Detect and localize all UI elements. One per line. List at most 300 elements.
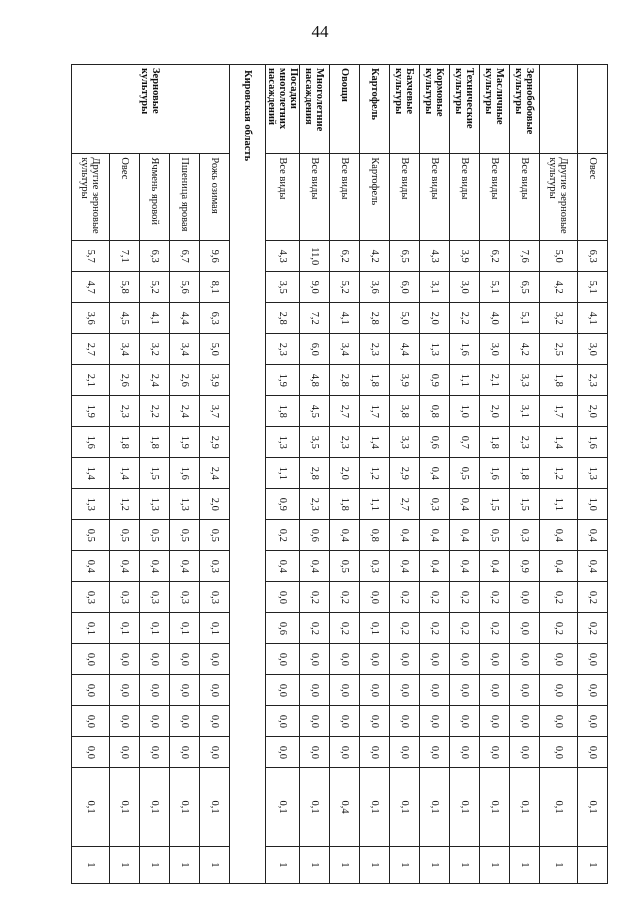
- value-cell: 1: [450, 846, 480, 883]
- crop-group-cell: Кормовые культуры: [420, 65, 450, 154]
- value-cell: 3,6: [72, 303, 110, 334]
- value-cell: 5,0: [540, 241, 578, 272]
- table-row: [480, 65, 510, 884]
- value-cell: 2,3: [266, 334, 300, 365]
- table-row: [170, 65, 200, 884]
- value-cell: 1: [200, 846, 230, 883]
- value-cell: 1,5: [140, 458, 170, 489]
- value-cell: 0,1: [72, 613, 110, 644]
- table-row: [72, 65, 110, 884]
- value-cell: 0,0: [110, 737, 140, 768]
- value-cell: 6,7: [170, 241, 200, 272]
- value-cell: 3,6: [360, 272, 390, 303]
- value-cell: 4,1: [578, 303, 608, 334]
- value-cell: 1,5: [510, 489, 540, 520]
- table-row: [300, 65, 330, 884]
- value-cell: 5,8: [110, 272, 140, 303]
- value-cell: 0,0: [450, 737, 480, 768]
- value-cell: 3,5: [300, 427, 330, 458]
- value-cell: 0,0: [140, 644, 170, 675]
- value-cell: 1,2: [360, 458, 390, 489]
- value-cell: 3,9: [450, 241, 480, 272]
- value-cell: 0,0: [540, 675, 578, 706]
- value-cell: 0,4: [420, 551, 450, 582]
- table-row: [510, 65, 540, 884]
- crop-group-cell: Картофель: [360, 65, 390, 154]
- value-cell: 0,1: [140, 613, 170, 644]
- value-cell: 4,0: [480, 303, 510, 334]
- value-cell: 2,5: [540, 334, 578, 365]
- value-cell: 0,0: [390, 706, 420, 737]
- value-cell: 0,0: [330, 644, 360, 675]
- value-cell: 2,0: [200, 489, 230, 520]
- value-cell: 5,2: [140, 272, 170, 303]
- value-cell: 2,4: [200, 458, 230, 489]
- value-cell: 1: [390, 846, 420, 883]
- value-cell: 2,8: [300, 458, 330, 489]
- value-cell: 2,3: [578, 365, 608, 396]
- value-cell: 1,6: [578, 427, 608, 458]
- value-cell: 0,0: [360, 675, 390, 706]
- value-cell: 1,8: [110, 427, 140, 458]
- value-cell: 0,0: [330, 675, 360, 706]
- value-cell: 1: [110, 846, 140, 883]
- value-cell: 0,0: [420, 737, 450, 768]
- value-cell: 1,3: [420, 334, 450, 365]
- value-cell: 4,4: [170, 303, 200, 334]
- value-cell: 4,2: [360, 241, 390, 272]
- value-cell: 0,1: [110, 768, 140, 846]
- value-cell: 0,0: [72, 737, 110, 768]
- value-cell: 0,0: [200, 675, 230, 706]
- value-cell: 2,8: [266, 303, 300, 334]
- value-cell: 0,0: [200, 644, 230, 675]
- value-cell: 3,1: [510, 396, 540, 427]
- value-cell: 0,2: [578, 613, 608, 644]
- value-cell: 7,6: [510, 241, 540, 272]
- value-cell: 1,8: [480, 427, 510, 458]
- value-cell: 4,5: [300, 396, 330, 427]
- value-cell: 2,4: [140, 365, 170, 396]
- value-cell: 4,4: [390, 334, 420, 365]
- value-cell: 0,9: [266, 489, 300, 520]
- value-cell: 1: [330, 846, 360, 883]
- value-cell: 3,0: [480, 334, 510, 365]
- value-cell: 0,0: [170, 706, 200, 737]
- value-cell: 0,4: [450, 551, 480, 582]
- value-cell: 1,0: [450, 396, 480, 427]
- value-cell: 0,6: [266, 613, 300, 644]
- value-cell: 0,4: [540, 551, 578, 582]
- value-cell: 3,9: [390, 365, 420, 396]
- value-cell: 0,0: [170, 675, 200, 706]
- crop-type-cell: Картофель: [360, 154, 390, 241]
- value-cell: 0,0: [360, 644, 390, 675]
- value-cell: 5,0: [390, 303, 420, 334]
- value-cell: 2,2: [450, 303, 480, 334]
- value-cell: 0,4: [578, 520, 608, 551]
- value-cell: 1: [360, 846, 390, 883]
- value-cell: 0,0: [72, 644, 110, 675]
- value-cell: 1,0: [578, 489, 608, 520]
- crop-type-cell: Все виды: [420, 154, 450, 241]
- value-cell: 0,1: [510, 768, 540, 846]
- value-cell: 6,2: [330, 241, 360, 272]
- value-cell: 0,0: [200, 706, 230, 737]
- value-cell: 1,4: [72, 458, 110, 489]
- value-cell: 5,2: [330, 272, 360, 303]
- value-cell: 0,0: [420, 644, 450, 675]
- value-cell: 0,0: [578, 675, 608, 706]
- table-row: [578, 65, 608, 884]
- value-cell: 0,8: [420, 396, 450, 427]
- value-cell: 1: [480, 846, 510, 883]
- value-cell: 3,9: [200, 365, 230, 396]
- value-cell: 0,0: [510, 644, 540, 675]
- value-cell: 0,5: [110, 520, 140, 551]
- value-cell: 3,4: [170, 334, 200, 365]
- value-cell: 0,0: [578, 737, 608, 768]
- value-cell: 1,3: [140, 489, 170, 520]
- value-cell: 2,6: [170, 365, 200, 396]
- value-cell: 1,9: [266, 365, 300, 396]
- value-cell: 1,1: [360, 489, 390, 520]
- value-cell: 0,3: [200, 551, 230, 582]
- value-cell: 1,9: [72, 396, 110, 427]
- value-cell: 6,0: [300, 334, 330, 365]
- page-number: 44: [311, 22, 329, 41]
- value-cell: 0,5: [480, 520, 510, 551]
- value-cell: 0,4: [390, 520, 420, 551]
- value-cell: 0,1: [170, 768, 200, 846]
- value-cell: 3,7: [200, 396, 230, 427]
- value-cell: 3,3: [510, 365, 540, 396]
- value-cell: 0,1: [390, 768, 420, 846]
- value-cell: 0,4: [420, 520, 450, 551]
- crop-type-cell: Все виды: [390, 154, 420, 241]
- crop-type-cell: Пшеница яровая: [170, 154, 200, 241]
- value-cell: 4,8: [300, 365, 330, 396]
- value-cell: 0,1: [480, 768, 510, 846]
- value-cell: 2,7: [390, 489, 420, 520]
- table-row: [266, 65, 300, 884]
- value-cell: 1,4: [110, 458, 140, 489]
- value-cell: 6,5: [510, 272, 540, 303]
- value-cell: 0,0: [110, 706, 140, 737]
- value-cell: 0,1: [420, 768, 450, 846]
- value-cell: 2,0: [578, 396, 608, 427]
- crop-group-cell: Зернобобовые культуры: [510, 65, 540, 154]
- value-cell: 0,2: [390, 613, 420, 644]
- value-cell: 0,2: [266, 520, 300, 551]
- value-cell: 0,4: [450, 520, 480, 551]
- value-cell: 5,0: [200, 334, 230, 365]
- value-cell: 8,1: [200, 272, 230, 303]
- value-cell: 6,3: [200, 303, 230, 334]
- table-row: [390, 65, 420, 884]
- table-row: [140, 65, 170, 884]
- value-cell: 0,0: [510, 706, 540, 737]
- value-cell: 0,0: [170, 644, 200, 675]
- value-cell: 2,3: [360, 334, 390, 365]
- value-cell: 0,0: [578, 644, 608, 675]
- value-cell: 3,1: [420, 272, 450, 303]
- value-cell: 1,8: [266, 396, 300, 427]
- crop-type-cell: Рожь озимая: [200, 154, 230, 241]
- table-row: [360, 65, 390, 884]
- value-cell: 0,3: [72, 582, 110, 613]
- value-cell: 6,3: [578, 241, 608, 272]
- value-cell: 0,2: [450, 613, 480, 644]
- crop-group-cell: Технические культуры: [450, 65, 480, 154]
- value-cell: 5,1: [510, 303, 540, 334]
- value-cell: 2,3: [330, 427, 360, 458]
- value-cell: 1,9: [170, 427, 200, 458]
- value-cell: 0,1: [200, 613, 230, 644]
- table-row: [330, 65, 360, 884]
- value-cell: 1,3: [72, 489, 110, 520]
- value-cell: 0,9: [510, 551, 540, 582]
- value-cell: 0,6: [420, 427, 450, 458]
- value-cell: 2,3: [110, 396, 140, 427]
- value-cell: 0,0: [390, 675, 420, 706]
- value-cell: 1,8: [140, 427, 170, 458]
- value-cell: 1,1: [540, 489, 578, 520]
- value-cell: 1,3: [170, 489, 200, 520]
- value-cell: 0,0: [110, 644, 140, 675]
- value-cell: 1,7: [360, 396, 390, 427]
- value-cell: 4,5: [110, 303, 140, 334]
- value-cell: 5,1: [578, 272, 608, 303]
- value-cell: 1: [578, 846, 608, 883]
- rotated-table-container: [80, 64, 608, 884]
- crop-type-cell: Овес: [110, 154, 140, 241]
- table-row: [110, 65, 140, 884]
- value-cell: 0,5: [170, 520, 200, 551]
- value-cell: 9,6: [200, 241, 230, 272]
- value-cell: 2,0: [330, 458, 360, 489]
- value-cell: 3,5: [266, 272, 300, 303]
- crop-group-cell: Посадки многолетних насаждений: [266, 65, 300, 154]
- value-cell: 1: [540, 846, 578, 883]
- value-cell: 3,0: [450, 272, 480, 303]
- value-cell: 3,4: [330, 334, 360, 365]
- value-cell: 3,2: [140, 334, 170, 365]
- value-cell: 4,3: [420, 241, 450, 272]
- value-cell: 4,2: [510, 334, 540, 365]
- value-cell: 2,0: [480, 396, 510, 427]
- value-cell: 2,0: [420, 303, 450, 334]
- value-cell: 0,0: [540, 644, 578, 675]
- value-cell: 5,7: [72, 241, 110, 272]
- value-cell: 0,0: [300, 675, 330, 706]
- value-cell: 2,9: [390, 458, 420, 489]
- value-cell: 0,0: [360, 706, 390, 737]
- value-cell: 0,4: [540, 520, 578, 551]
- value-cell: 0,2: [450, 582, 480, 613]
- value-cell: 3,0: [578, 334, 608, 365]
- value-cell: 1: [72, 846, 110, 883]
- value-cell: 1,8: [510, 458, 540, 489]
- value-cell: 0,4: [266, 551, 300, 582]
- value-cell: 1,8: [330, 489, 360, 520]
- value-cell: 4,3: [266, 241, 300, 272]
- value-cell: 0,0: [540, 706, 578, 737]
- value-cell: 0,3: [200, 582, 230, 613]
- value-cell: 0,0: [330, 737, 360, 768]
- value-cell: 0,0: [450, 706, 480, 737]
- value-cell: 0,9: [420, 365, 450, 396]
- value-cell: 0,0: [330, 706, 360, 737]
- value-cell: 0,3: [170, 582, 200, 613]
- value-cell: 0,2: [330, 582, 360, 613]
- value-cell: 1,6: [480, 458, 510, 489]
- value-cell: 0,2: [420, 613, 450, 644]
- value-cell: 0,3: [140, 582, 170, 613]
- value-cell: 0,0: [480, 706, 510, 737]
- value-cell: 0,4: [330, 768, 360, 846]
- value-cell: 9,0: [300, 272, 330, 303]
- value-cell: 0,2: [330, 613, 360, 644]
- crop-type-cell: Другие зерновые культуры: [540, 154, 578, 241]
- value-cell: 3,8: [390, 396, 420, 427]
- value-cell: 1,1: [450, 365, 480, 396]
- crop-group-cell: Зерновые культуры: [72, 65, 230, 154]
- value-cell: 0,2: [390, 582, 420, 613]
- value-cell: 1: [510, 846, 540, 883]
- value-cell: 0,0: [200, 737, 230, 768]
- value-cell: 0,0: [450, 675, 480, 706]
- value-cell: 1,2: [540, 458, 578, 489]
- value-cell: 0,0: [420, 706, 450, 737]
- value-cell: 0,0: [578, 706, 608, 737]
- value-cell: 0,2: [300, 582, 330, 613]
- value-cell: 0,2: [540, 613, 578, 644]
- value-cell: 0,4: [390, 551, 420, 582]
- value-cell: 0,0: [390, 737, 420, 768]
- value-cell: 0,0: [72, 675, 110, 706]
- value-cell: 1: [300, 846, 330, 883]
- value-cell: 2,8: [360, 303, 390, 334]
- value-cell: 0,6: [300, 520, 330, 551]
- value-cell: 0,0: [510, 582, 540, 613]
- value-cell: 1,8: [360, 365, 390, 396]
- value-cell: 0,1: [266, 768, 300, 846]
- table-row: [450, 65, 480, 884]
- value-cell: 0,0: [360, 582, 390, 613]
- value-cell: 0,0: [300, 644, 330, 675]
- value-cell: 2,7: [72, 334, 110, 365]
- value-cell: 0,3: [510, 520, 540, 551]
- value-cell: 11,0: [300, 241, 330, 272]
- value-cell: 6,2: [480, 241, 510, 272]
- value-cell: 0,1: [140, 768, 170, 846]
- value-cell: 1: [420, 846, 450, 883]
- value-cell: 0,0: [266, 644, 300, 675]
- value-cell: 1,6: [72, 427, 110, 458]
- table-row: [420, 65, 450, 884]
- value-cell: 0,0: [140, 706, 170, 737]
- value-cell: 1,8: [540, 365, 578, 396]
- value-cell: 2,3: [510, 427, 540, 458]
- value-cell: 0,5: [450, 458, 480, 489]
- region-filler: [230, 241, 266, 884]
- value-cell: 2,4: [170, 396, 200, 427]
- value-cell: 2,1: [72, 365, 110, 396]
- value-cell: 0,0: [450, 644, 480, 675]
- crop-type-cell: Все виды: [300, 154, 330, 241]
- value-cell: 0,2: [480, 582, 510, 613]
- value-cell: 0,0: [300, 706, 330, 737]
- value-cell: 6,0: [390, 272, 420, 303]
- value-cell: 2,6: [110, 365, 140, 396]
- value-cell: 1,5: [480, 489, 510, 520]
- value-cell: 0,1: [450, 768, 480, 846]
- crop-type-cell: Все виды: [480, 154, 510, 241]
- crop-group-cell: Многолетние насаждения: [300, 65, 330, 154]
- value-cell: 0,0: [266, 737, 300, 768]
- value-cell: 0,3: [420, 489, 450, 520]
- value-cell: 2,7: [330, 396, 360, 427]
- value-cell: 1: [140, 846, 170, 883]
- value-cell: 1,3: [578, 458, 608, 489]
- value-cell: 0,0: [510, 737, 540, 768]
- value-cell: 0,3: [110, 582, 140, 613]
- value-cell: 0,5: [330, 551, 360, 582]
- value-cell: 2,1: [480, 365, 510, 396]
- value-cell: 0,0: [510, 675, 540, 706]
- value-cell: 0,7: [450, 427, 480, 458]
- crop-type-cell: Ячмень яровой: [140, 154, 170, 241]
- value-cell: 0,0: [300, 737, 330, 768]
- value-cell: 0,0: [110, 675, 140, 706]
- crop-type-cell: Все виды: [330, 154, 360, 241]
- value-cell: 0,1: [540, 768, 578, 846]
- value-cell: 0,1: [200, 768, 230, 846]
- value-cell: 1,3: [266, 427, 300, 458]
- value-cell: 0,5: [140, 520, 170, 551]
- value-cell: 0,0: [72, 706, 110, 737]
- region-row: [230, 65, 266, 884]
- value-cell: 0,4: [72, 551, 110, 582]
- crop-group-cell: Масличные культуры: [480, 65, 510, 154]
- value-cell: 1,2: [110, 489, 140, 520]
- value-cell: 2,8: [330, 365, 360, 396]
- value-cell: 0,0: [420, 675, 450, 706]
- value-cell: 0,0: [266, 582, 300, 613]
- crop-type-cell: Овес: [578, 154, 608, 241]
- value-cell: 4,1: [330, 303, 360, 334]
- value-cell: 0,1: [360, 768, 390, 846]
- value-cell: 0,0: [170, 737, 200, 768]
- crop-type-cell: Все виды: [510, 154, 540, 241]
- value-cell: 4,7: [72, 272, 110, 303]
- value-cell: 6,5: [390, 241, 420, 272]
- region-heading: Кировская область: [230, 65, 266, 241]
- crop-group-cell: [540, 65, 578, 154]
- value-cell: 0,4: [300, 551, 330, 582]
- value-cell: 0,8: [360, 520, 390, 551]
- value-cell: 3,3: [390, 427, 420, 458]
- value-cell: 0,4: [140, 551, 170, 582]
- crop-group-cell: [578, 65, 608, 154]
- value-cell: 0,0: [266, 675, 300, 706]
- value-cell: 1,7: [540, 396, 578, 427]
- value-cell: 1,6: [170, 458, 200, 489]
- value-cell: 0,2: [578, 582, 608, 613]
- value-cell: 0,0: [140, 737, 170, 768]
- value-cell: 0,4: [330, 520, 360, 551]
